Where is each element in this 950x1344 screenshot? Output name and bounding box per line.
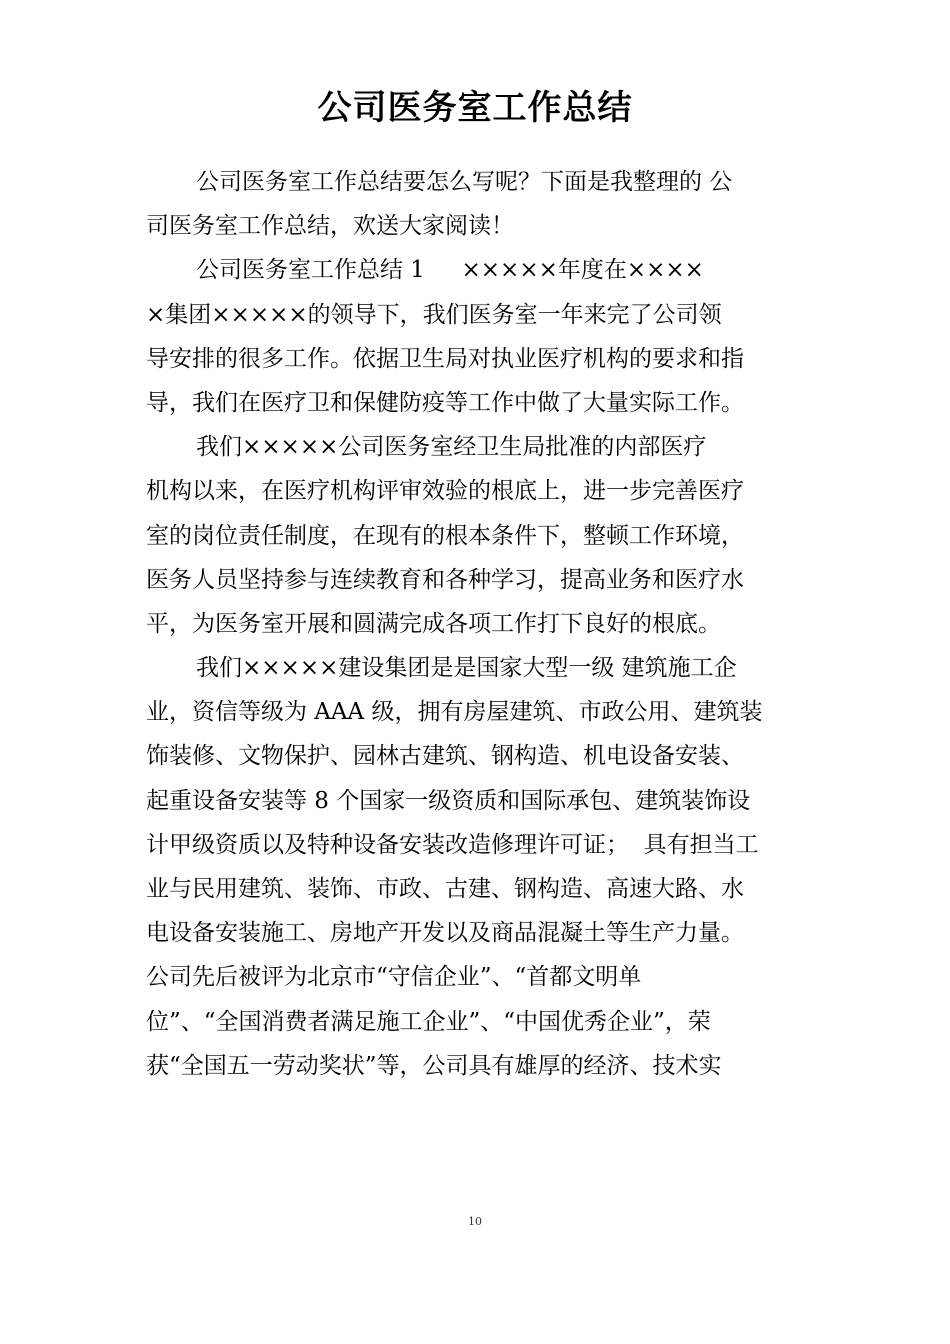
page-number: 10 [468, 1215, 482, 1228]
paragraph-line: 公司先后被评为北京市“守信企业”、“首都文明单 [146, 964, 642, 991]
paragraph-line: 获“全国五一劳动奖状”等，公司具有雄厚的经济、技术实 [146, 1052, 722, 1079]
paragraph-line: 位”、“全国消费者满足施工企业”、“中国优秀企业”，荣 [146, 1008, 711, 1035]
page-title: 公司医务室工作总结 [317, 88, 633, 128]
paragraph-line: 我们×××××建设集团是是国家大型一级 建筑施工企 [196, 655, 737, 682]
paragraph-line: 公司医务室工作总结 1 ×××××年度在×××× [196, 257, 704, 284]
paragraph-line: 公司医务室工作总结要怎么写呢？下面是我整理的 公 [196, 169, 733, 195]
paragraph-line: 计甲级资质以及特种设备安装改造修理许可证； 具有担当工 [146, 831, 759, 858]
paragraph-line: 我们×××××公司医务室经卫生局批准的内部医疗 [196, 434, 707, 461]
paragraph-line: 业与民用建筑、装饰、市政、古建、钢构造、高速大路、水 [146, 876, 744, 902]
paragraph-line: 饰装修、文物保护、园林古建筑、钢构造、机电设备安装、 [146, 743, 744, 770]
paragraph-line: 室的岗位责任制度，在现有的根本条件下，整顿工作环境， [146, 522, 744, 549]
paragraph-line: 起重设备安装等 8 个国家一级资质和国际承包、建筑装饰设 [146, 787, 751, 814]
paragraph-line: 导，我们在医疗卫和保健防疫等工作中做了大量实际工作。 [146, 389, 744, 416]
paragraph-line: 业，资信等级为 AAA 级，拥有房屋建筑、市政公用、建筑装 [146, 699, 763, 726]
paragraph-line: 医务人员坚持参与连续教育和各种学习，提高业务和医疗水 [146, 566, 744, 593]
paragraph-line: 平，为医务室开展和圆满完成各项工作打下良好的根底。 [146, 610, 721, 637]
paragraph-line: 机构以来，在医疗机构评审效验的根底上，进一步完善医疗 [146, 478, 744, 505]
document-body [146, 160, 826, 1088]
paragraph-line: 电设备安装施工、房地产开发以及商品混凝土等生产力量。 [146, 920, 744, 947]
paragraph-line: 导安排的很多工作。依据卫生局对执业医疗机构的要求和指 [146, 345, 744, 372]
paragraph-line: 司医务室工作总结，欢送大家阅读！ [146, 213, 514, 240]
paragraph-line: ×集团×××××的领导下，我们医务室一年来完了公司领 [146, 301, 722, 328]
